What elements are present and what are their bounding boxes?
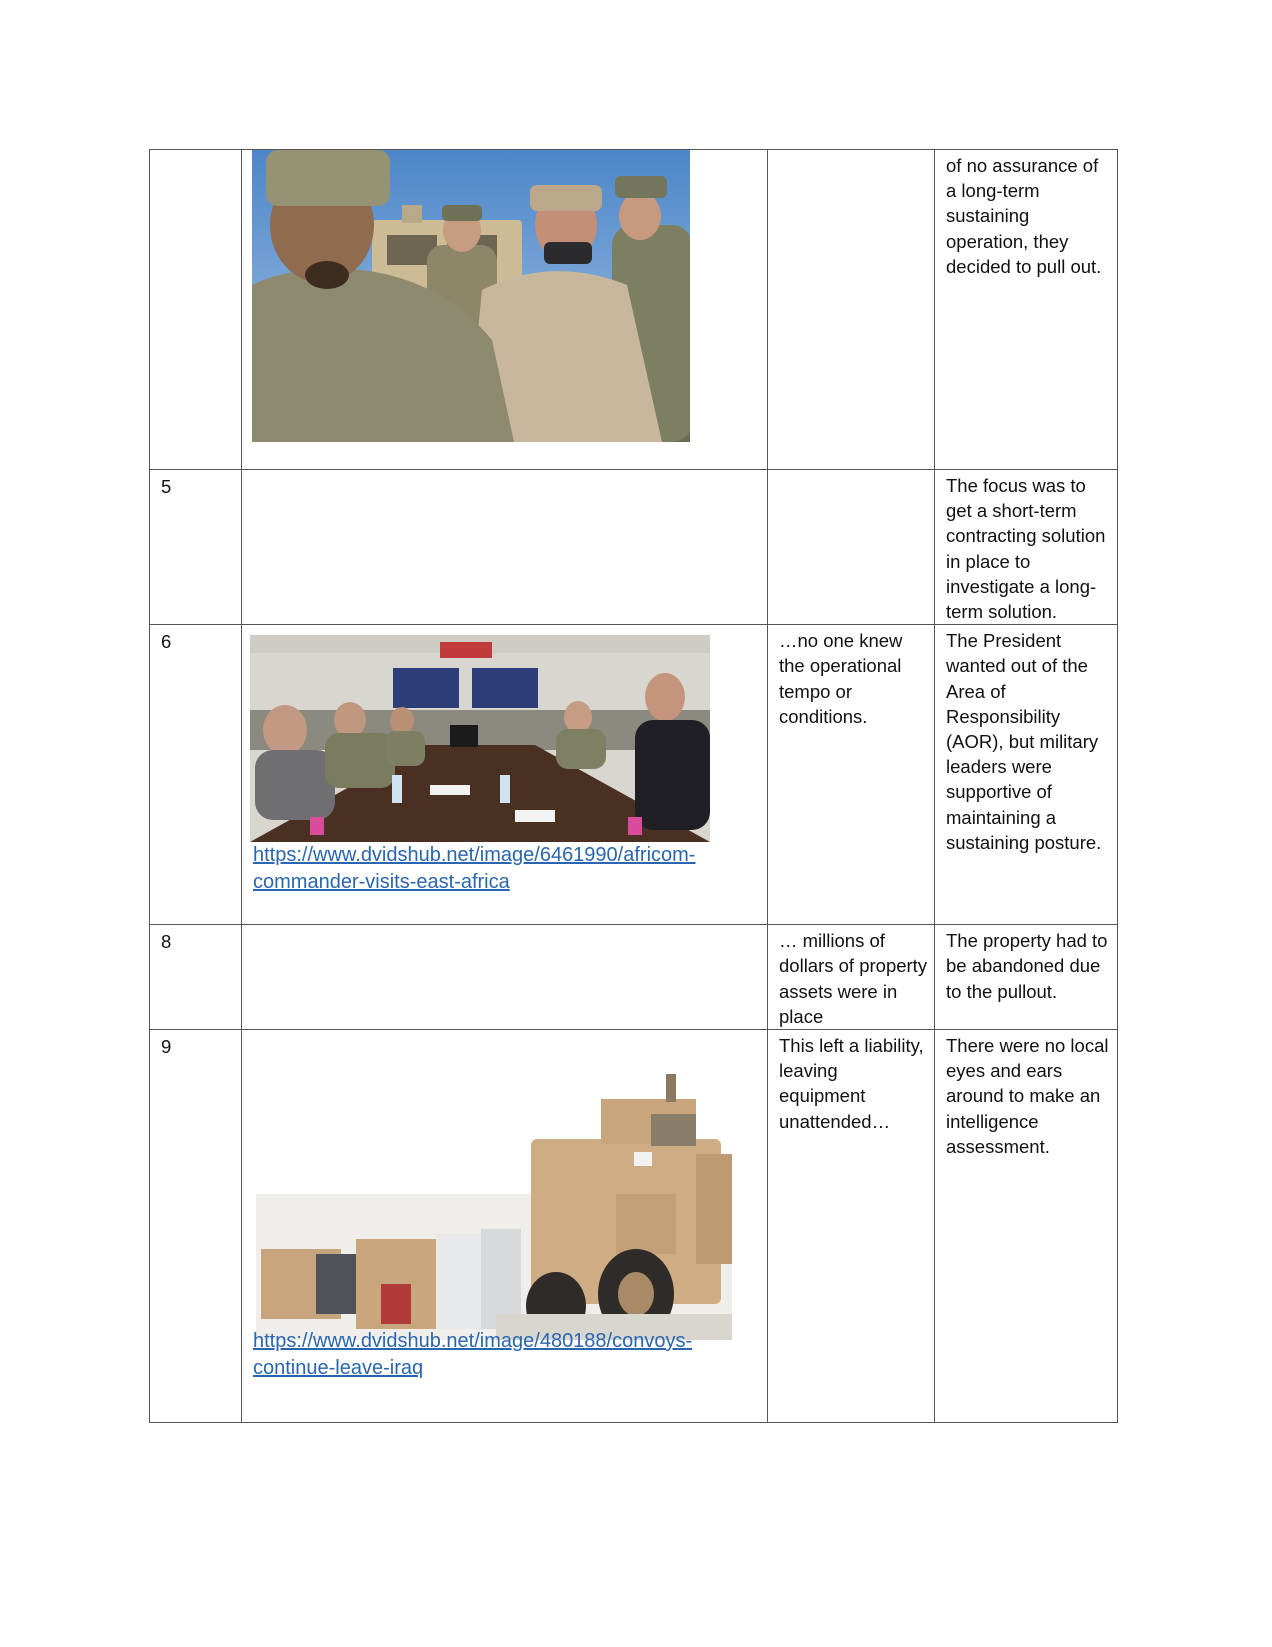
narration-cell: This left a liability, leaving equipment unattended… [768,1030,935,1423]
image-cell [242,925,768,1030]
row-number: 8 [150,925,242,1030]
conference-room-meeting-photo [250,635,710,842]
narration-cell [768,470,935,625]
table-row [150,925,1118,1030]
note-cell: There were no local eyes and ears around to make an intelligence assessment. [935,1030,1118,1423]
military-convoy-trucks-photo [256,1044,732,1340]
source-link-line-2: continue-leave-iraq [253,1357,424,1380]
image-cell [242,1030,768,1423]
row-number [150,150,242,470]
note-cell: The property had to be abandoned due to the pullout. [935,925,1118,1030]
source-link-line-1: https://www.dvidshub.net/image/6461990/africom- [253,844,696,867]
source-link[interactable] [253,842,753,896]
source-link[interactable] [253,1328,753,1382]
row-number: 9 [150,1030,242,1423]
row-number: 5 [150,470,242,625]
image-cell [242,625,768,925]
officers-briefing-outdoors-photo [252,150,690,442]
source-link-line-2: commander-visits-east-africa [253,871,510,894]
note-cell: The President wanted out of the Area of Responsibility (AOR), but military leaders were supportive of maintaining a sustaining posture. [935,625,1118,925]
table-row [150,470,1118,625]
narration-cell: …no one knew the operational tempo or conditions. [768,625,935,925]
table-row [150,1030,1118,1423]
image-cell [242,150,768,470]
table-row [150,150,1118,470]
storyboard-table [149,149,1118,1423]
narration-cell [768,150,935,470]
row-number: 6 [150,625,242,925]
narration-cell: … millions of dollars of property assets were in place [768,925,935,1030]
source-link-line-1: https://www.dvidshub.net/image/480188/convoys- [253,1330,693,1353]
note-cell: of no assurance of a long-term sustaining operation, they decided to pull out. [935,150,1118,470]
table-row [150,625,1118,925]
note-cell: The focus was to get a short-term contracting solution in place to investigate a long-term solution. [935,470,1118,625]
image-cell [242,470,768,625]
